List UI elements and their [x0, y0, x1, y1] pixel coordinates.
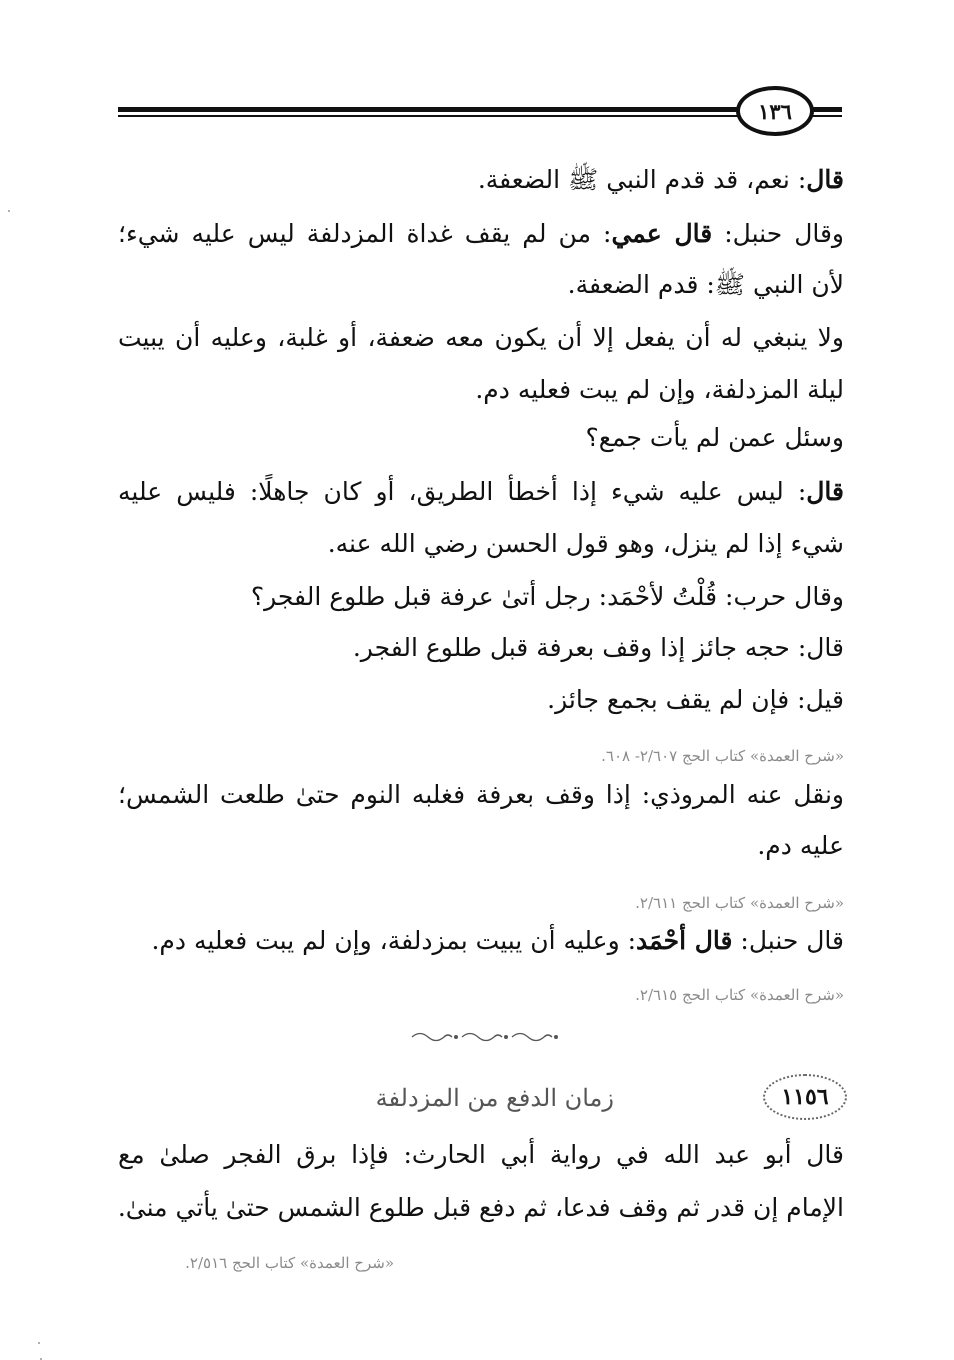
reference-line-1 [601, 733, 844, 773]
text-line-2 [118, 214, 844, 254]
text-line-10 [353, 628, 844, 668]
scan-speck [38, 1342, 40, 1344]
line-text: : نعم، قد قدم النبي ﷺ الضعفة. [477, 165, 807, 194]
text-line-3 [568, 265, 844, 305]
line-text: قيل: فإن لم يقف بجمع جائز. [547, 685, 844, 714]
header-rule-thick [118, 107, 842, 112]
reference-line-4 [185, 1240, 394, 1280]
line-text: قال أبو عبد الله في رواية أبي الحارث: فإذا برق الفجر صلىٰ مع [118, 1140, 844, 1169]
text-line-6 [585, 418, 844, 458]
text-line-9 [251, 577, 844, 617]
line-text: : ليس عليه شيء إذا أخطأ الطريق، أو كان جاهلًا: فليس عليه [118, 477, 807, 506]
section-title: زمان الدفع من المزدلفة [375, 1084, 614, 1112]
line-lead: قال عمي [611, 219, 713, 248]
line-pre: قال حنبل: [732, 926, 844, 955]
line-text: عليه دم. [757, 831, 844, 860]
line-text: : وعليه أن يبيت بمزدلفة، وإن لم يبت فعليه دم. [151, 926, 637, 955]
line-text: لأن النبي ﷺ: قدم الضعفة. [567, 270, 844, 299]
line-text: وقال حرب: قُلْتُ لأحْمَد: رجل أتىٰ عرفة قبل طلوع الفجر؟ [250, 582, 844, 611]
line-lead: قال [806, 165, 844, 194]
line-text: ليلة المزدلفة، وإن لم يبت فعليه دم. [475, 375, 844, 404]
text-line-14 [151, 921, 844, 961]
text-line-15 [118, 1135, 844, 1175]
reference: «شرح العمدة» كتاب الحج ٢/٥١٦. [185, 1254, 394, 1272]
section-number-badge [763, 1074, 847, 1120]
text-line-12 [118, 775, 844, 815]
reference-line-3 [635, 972, 844, 1012]
text-line-16 [118, 1188, 844, 1228]
text-line-1 [478, 160, 844, 200]
text-line-11 [547, 680, 844, 720]
page-header [118, 86, 842, 136]
line-text: قال: حجه جائز إذا وقف بعرفة قبل طلوع الفجر. [352, 633, 844, 662]
reference: «شرح العمدة» كتاب الحج ٢/٦١٥. [635, 986, 844, 1004]
line-text: وسئل عمن لم يأت جمع؟ [585, 423, 844, 452]
scan-speck [8, 210, 10, 212]
line-lead: قال [806, 477, 844, 506]
line-text: ونقل عنه المروذي: إذا وقف بعرفة فغلبه النوم حتىٰ طلعت الشمس؛ [118, 780, 844, 809]
header-rule-thin [118, 115, 842, 117]
page-number: ١٣٦ [758, 98, 792, 124]
reference: «شرح العمدة» كتاب الحج ٢/٦٠٧- ٦٠٨. [601, 747, 844, 765]
ornamental-divider [410, 1030, 560, 1044]
line-text: الإمام إن قدر ثم وقف فدعا، ثم دفع قبل طلوع الشمس حتىٰ يأتي منىٰ. [117, 1193, 844, 1222]
text-line-7 [118, 472, 844, 512]
reference: «شرح العمدة» كتاب الحج ٢/٦١١. [635, 894, 844, 912]
reference-line-2 [635, 880, 844, 920]
text-line-13 [757, 826, 844, 866]
line-pre: وقال حنبل: [712, 219, 844, 248]
page-number-badge [736, 86, 814, 136]
section-number: ١١٥٦ [781, 1084, 829, 1110]
line-text: ولا ينبغي له أن يفعل إلا أن يكون معه ضعفة، أو غلبة، وعليه أن يبيت [118, 323, 844, 352]
text-line-8 [328, 524, 844, 564]
text-line-4 [118, 318, 844, 358]
line-lead: قال أحْمَد [636, 926, 733, 955]
line-text: : من لم يقف غداة المزدلفة ليس عليه شيء؛ [118, 219, 612, 248]
text-line-5 [475, 370, 844, 410]
line-text: شيء إذا لم ينزل، وهو قول الحسن رضي الله عنه. [327, 529, 844, 558]
